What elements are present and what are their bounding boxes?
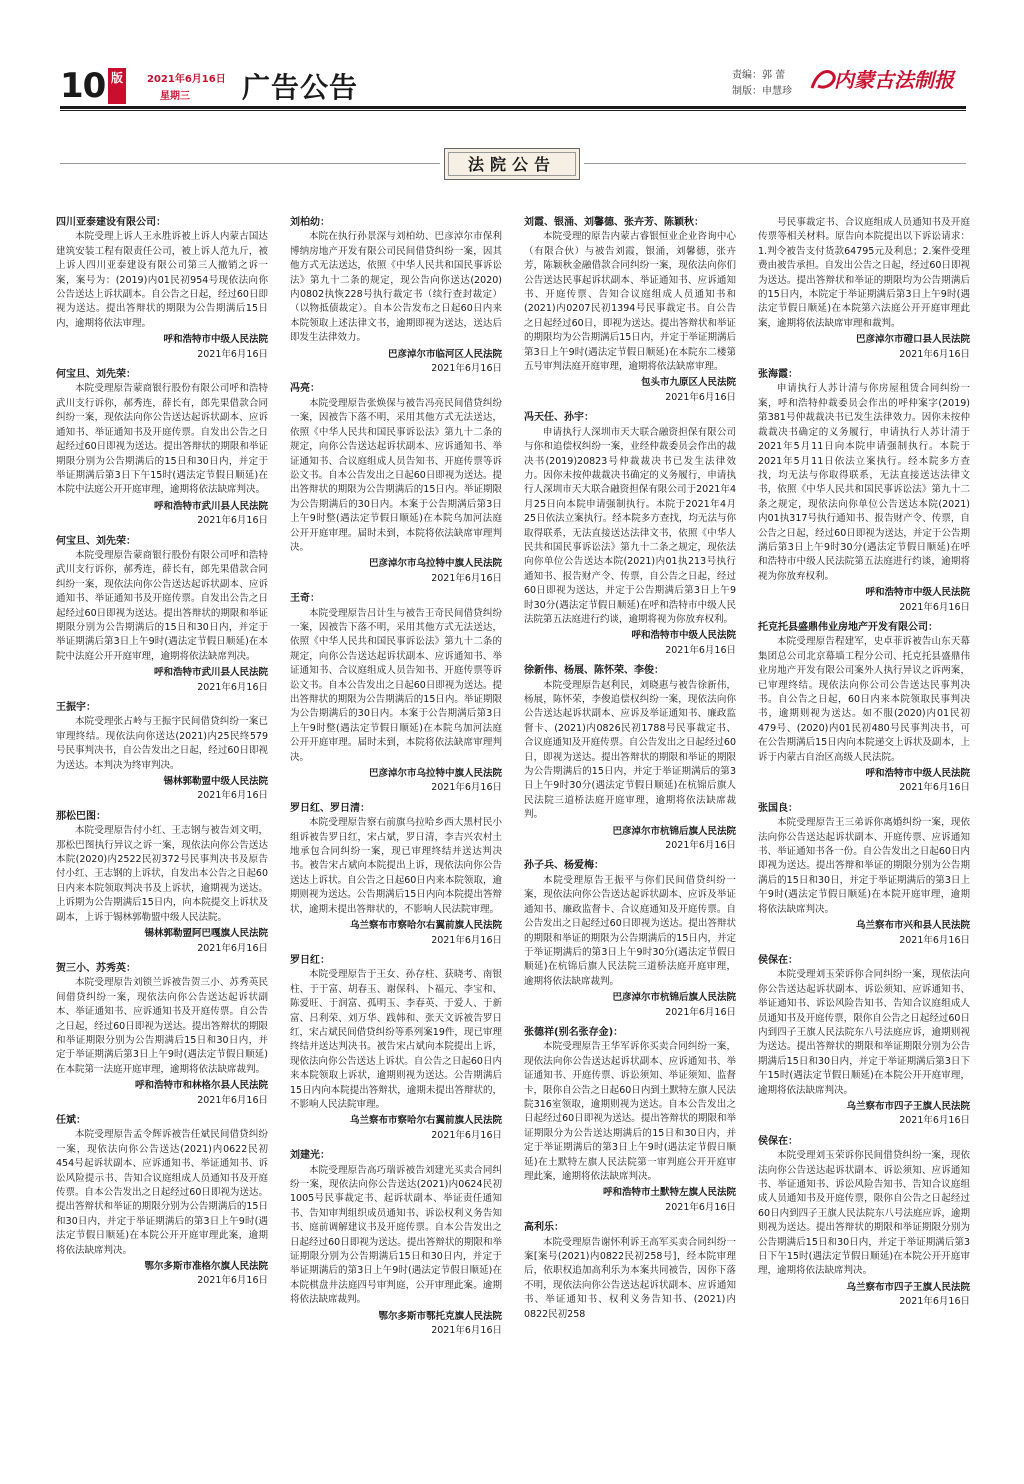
page-header <box>0 0 1024 120</box>
notice-body: 本院受理原告张焕保与被告冯亮民间借贷纠纷一案，因被告下落不明，采用其他方式无法送达，依照《中华人民共和国民事诉讼法》第九十二条的规定，向你公告送达起诉状副本、应诉通知书、举证通知书、合议庭组成人员告知书、开庭传票等诉讼文书。自本公告发出之日起60日即视为送达。提出答辩状的期限为公告期满后的15日内。举证期限为公告期满后的30日内。本案于公告期满后第3日上午9时整(遇法定节假日顺延)在本院乌加河法庭公开开庭审理。届时未到，本院将依法缺席审理判决。 <box>290 397 502 553</box>
notice-court: 呼和浩特市武川县人民法院 <box>153 500 268 512</box>
notice-body: 本院受理原告于王女、孙存柱、获晓考、南银柱、于于富、胡春玉、谢保科、卜福元、李宝和、陈爱旺、于润富、孤明玉、李春英、于爱人、于新富、吕利荣、刘万华、践韩和、张天文诉被告罗日红，宋占斌民间借贷纠纷等系列案19件，现已审理终结并送达判决书。被告宋占斌向本院提出上诉，现依法向你公告送达上诉状。自公告之日起60日内来本院领取上诉状，逾期则视为送达。公告期满后15日内向本院提出答辩状，逾期未提出答辩状的，不影响人民法院审理。 <box>290 969 502 1110</box>
notice-court: 呼和浩特市和林格尔县人民法院 <box>134 1080 268 1092</box>
notice-party: 王振宇： <box>56 702 96 713</box>
notice-date: 2021年6月16日 <box>665 644 736 656</box>
section-banner <box>444 148 580 180</box>
court-notice <box>758 368 970 615</box>
notice-court: 乌兰察布市察哈尔右翼前旗人民法院 <box>349 1115 502 1127</box>
notice-court: 呼和浩特市武川县人民法院 <box>153 667 268 679</box>
notice-body: 本院受理原告王振平与你们民间借贷纠纷一案，现依法向你公告送达起诉状副本、应诉及举证通知书、廉政监督卡、合议庭通知及开庭传票。自公告发出之日起经过60日即视为送达。提出答辩状的期限和举证的期限为公告期满后的15日内，并定于举证期满后的第3日上午9时30分(遇法定节假日顺延)在杭锦后旗人民法院三道桥法庭开庭审理，逾期将依法缺席裁判。 <box>524 874 736 987</box>
notice-body: 本院受理刘玉荣诉你民间借贷纠纷一案，现依法向你公告送达起诉状副本、诉讼须知、应诉通知书、举证通知书、诉讼风险告知书、告知合议庭组成人员通知书及开庭传票，限你自公告之日起经过60日内到四子王旗人民法院东八号法庭应诉，逾期则视为送达。提出答辩状的期限和举证期限分别为公告期满后15日和30日内，并定于举证期满后第3日下午15时(遇法定节假日顺延)在本院公开开庭审理，逾期将依法缺席判决。 <box>758 1150 970 1277</box>
banner-title: 法院公告 <box>448 152 576 176</box>
notice-date: 2021年6月16日 <box>665 1006 736 1018</box>
column-1 <box>56 216 268 1295</box>
notice-party: 刘建光： <box>290 1150 330 1162</box>
notice-body: 号民事裁定书、合议庭组成人员通知书及开庭传票等相关材料。原告向本院提出以下诉讼请求：1.判令被告支付货款64795元及利息；2.案件受理费由被告承担。自发出公告之日起，经过60日即视为送达。提出答辩状和举证的期限均为公告期满后的15日内，本院定于举证期满后第3日上午9时(遇法定节假日顺延)在本院第六法庭公开开庭审理此案，逾期将依法缺席审理和裁判。 <box>758 217 970 329</box>
notice-court: 乌兰察布市察哈尔右翼前旗人民法院 <box>349 920 502 932</box>
court-notice <box>290 1149 502 1338</box>
notice-court: 乌兰察布市四子王旗人民法院 <box>846 1100 970 1112</box>
notice-court: 巴彦淖尔市临河区人民法院 <box>387 348 502 360</box>
notice-date: 2021年6月16日 <box>665 840 736 852</box>
notice-date: 2021年6月16日 <box>899 348 970 360</box>
notice-court: 乌兰察布市兴和县人民法院 <box>855 920 970 932</box>
court-notice <box>56 810 268 956</box>
notice-party: 孙子兵、杨爱梅： <box>524 860 604 872</box>
notice-body: 本院受理的原告内蒙古睿银恒业企业咨询中心（有限合伙）与被告刘霞，银涌，刘馨德，张卉芳，陈颖秋金融借款合同纠纷一案，现依法向你们公告送达民事起诉状副本、举证通知书、应诉通知书、开庭传票、告知合议庭组成人员通知书和(2021)内0207民初1394号民事裁定书。自公告之日起经过60日，即视为送达。提出答辩状和举证的期限均为公告期满后15日内，并定于举证期满后第3日上午9时(遇法定节假日顺延)在本院东二楼第五号审判法庭开庭审理，逾期将依法缺席审理。 <box>524 231 736 373</box>
notice-court: 呼和浩特市中级人民法院 <box>865 768 970 780</box>
notice-body: 本院受理原告王三弟诉你离婚纠纷一案，现依法向你公告送达起诉状副本、开庭传票、应诉通知书、举证通知书各一份。自公告发出之日起60日内即视为送达。提出答辩和举证的期限分别为公告期满后的15日和30日，并定于举证期满后的第3日上午9时(遇法定节假日顺延)在本院开庭审理，逾期将依法缺席判决。 <box>758 817 970 915</box>
notice-body: 本院受理原告蒙商银行股份有限公司呼和浩特武川支行诉你，郝秀连，薛长有，郎先果借款合同纠纷一案，现依法向你公告送达起诉状副本、应诉通知书、举证通知书及开庭传票。自发出公告之日起经过60日即视为送达。提出答辩状的期限和举证期限分别为公告期满后的15日和30日内，并定于举证期满后第3日上午9时(遇法定节假日顺延)在本院中法庭公开开庭审理，逾期将依法缺席判决。 <box>56 549 268 662</box>
header-rule <box>60 106 966 109</box>
notice-party: 任斌： <box>56 1114 86 1126</box>
notice-body: 本院受理原告蒙商银行股份有限公司呼和浩特武川支行诉你，郝秀连，薛长有，郎先果借款合同纠纷一案，现依法向你公告送达起诉状副本、应诉通知书、举证通知书及开庭传票。自发出公告之日起经过60日即视为送达。提出答辩状的期限和举证期限分别为公告期满后的15日和30日内，并定于举证期满后第3日下午15时(遇法定节假日顺延)在本院中法庭公开开庭审理，逾期将依法缺席判决。 <box>56 383 268 496</box>
notice-date: 2021年6月16日 <box>431 782 502 794</box>
notice-court: 鄂尔多斯市鄂托克旗人民法院 <box>378 1310 502 1322</box>
producer-credit: 制版：申慧珍 <box>732 86 792 97</box>
notice-court: 鄂尔多斯市准格尔旗人民法院 <box>144 1261 268 1273</box>
court-notice <box>758 802 970 948</box>
notice-party: 刘柏幼： <box>290 217 330 228</box>
page-number: 10 <box>60 66 106 106</box>
notice-party: 冯天任、孙宇： <box>524 412 594 424</box>
court-notice <box>524 411 736 658</box>
court-notice <box>524 664 736 853</box>
notice-party: 王奇： <box>290 593 320 605</box>
notice-body: 本院在执行孙景深与刘柏幼、巴彦淖尔市保利博纳房地产开发有限公司民间借贷纠纷一案，因其他方式无法送达，依照《中华人民共和国民事诉讼法》第九十二条的规定，现公告向你送达(2020)内0802执恢228号执行裁定书（续行查封裁定）（以物抵债裁定）。自本公告发布之日起60日内来本院领取上述法律文书，逾期即视为送达，送达后即发生法律效力。 <box>290 231 502 344</box>
notice-body: 本院受理原告高巧瑞诉被告刘建光买卖合同纠纷一案，现依法向你公告送达(2021)内0624民初1005号民事裁定书、起诉状副本、举证责任通知书、告知审判组织成员通知书、诉讼权利义务告知书、庭前调解建议书及开庭传票。自本公告发出之日起经过60日即视为送达。提出答辩状的期限和举证期限分别为公告期满后15日和30日内，并定于举证期满后的第3日上午9时(遇法定节假日顺延)在本院棋盘井法庭四号审判庭，公开审理此案。逾期将依法缺席裁判。 <box>290 1164 502 1306</box>
notice-date: 2021年6月16日 <box>431 934 502 946</box>
court-notice <box>56 962 268 1108</box>
notice-court: 包头市九原区人民法院 <box>640 377 736 389</box>
court-notice <box>56 701 268 804</box>
notice-date: 2021年6月16日 <box>197 942 268 954</box>
notice-body: 本院受理原告王华军诉你买卖合同纠纷一案，现依法向你公告送达起诉状副本、应诉通知书、举证通知书、开庭传票、诉讼须知、举证须知、监督卡，限你自公告之日起60日内到土默特左旗人民法院316室领取，逾期则视为送达。自本公告发出之日起经过60日即视为送达。提出答辩状的期限和举证期限分为公告送达期满后的15日和30日内，并定于举证期满后的第3日上午9时(遇法定节假日顺延)在土默特左旗人民法院第一审判庭公开开庭审理此案，逾期将依法缺席判决。 <box>524 1041 736 1182</box>
notice-date: 2021年6月16日 <box>431 363 502 375</box>
page-tag: 版 <box>108 68 126 104</box>
court-notice <box>290 802 502 948</box>
court-notice <box>524 1026 736 1215</box>
notice-date: 2021年6月16日 <box>197 1094 268 1106</box>
notice-party: 何宝旦、刘先荣： <box>56 535 136 547</box>
notice-body: 申请执行人深圳市天大联合融资担保有限公司与你和追偿权纠纷一案，业经仲裁委员会作出的裁决书(2019)20823号仲裁裁决书已发生法律效力。因你未按仲裁裁决书确定的义务履行，申请执行人深圳市天大联合融资担保有限公司于2021年4月25日向本院申请强制执行。本院于2021年4月25日依法立案执行。经本院多方查找，均无法与你取得联系，无法直接送达法律文书，依照《中华人民共和国民事诉讼法》第九十二条之规定，现依法向你单位公告送达本院(2021)内01执213号执行通知书、报告财产令、传票，自公告之日起，经过60日即视为送达，并定于公告期满后第3日上午9时30分(遇法定节假日顺延)在呼和浩特市中级人民法院第五法庭进行约谈，逾期将视为你放弃权利。 <box>524 426 736 625</box>
notice-party: 那松巴图： <box>56 810 106 822</box>
court-notice <box>290 216 502 376</box>
notice-body: 本院受理张占岭与王振宇民间借贷纠纷一案已审理终结。现依法向你送达(2021)内25民终579号民事判决书，自公告发出之日起，经过60日即视为送达。本判决为终审判决。 <box>56 716 268 771</box>
court-notice <box>56 368 268 528</box>
notice-body: 本院受理原告付小红、王志钢与被告刘文明，那松巴图执行异议之诉一案，现依法向你公告送达本院(2020)内2522民初372号民事判决书及原告付小红、王志钢的上诉状，自发出本公告之日起60日内来本院领取判决书及上诉状，逾期视为送达。上诉期为公告期满后15日内，向本院提交上诉状及副本，上诉于锡林郭勒盟中级人民法院。 <box>56 825 268 923</box>
banner-line-right <box>584 163 966 164</box>
newspaper-name: 内蒙古法制报 <box>834 68 954 92</box>
notice-court: 巴彦淖尔市杭锦后旗人民法院 <box>612 992 736 1004</box>
notice-court: 呼和浩特市中级人民法院 <box>631 630 736 642</box>
column-3 <box>524 216 736 1328</box>
notice-date: 2021年6月16日 <box>665 391 736 403</box>
notice-date: 2021年6月16日 <box>431 572 502 584</box>
editor-credit: 责编：郭 蕾 <box>732 70 786 81</box>
notice-court: 巴彦淖尔市杭锦后旗人民法院 <box>612 825 736 837</box>
notice-date: 2021年6月16日 <box>197 790 268 802</box>
notice-body: 本院受理原告赵利民，刘晓惠与被告徐新伟，杨展，陈怀荣，李俊追偿权纠纷一案，现依法向你公告送达起诉状副本、应诉及举证通知书、廉政监督卡、(2021)内0826民初1788号民事裁定书、合议庭通知及开庭传票。自公告发出之日起经过60日，即视为送达。提出答辩状的期限和举证的期限为公告期满后的15日内，并定于举证期满后的第3日上午9时30分(遇法定节假日顺延)在杭锦后旗人民法院三道桥法庭开庭审理，逾期将依法缺席裁判。 <box>524 679 736 821</box>
notice-party: 何宝旦、刘先荣： <box>56 369 136 381</box>
notice-body: 本院受理原告察右前旗乌拉哈乡西大黑村民小组诉被告罗日红，宋占斌，罗日清，李吉兴农村土地承包合同纠纷一案，现已审理终结并送达判决书。被告宋占斌向本院提出上诉，现依法向你公告送达上诉状。自公告之日起60日内来本院领取，逾期则视为送达。公告期满后15日内向本院提出答辩状，逾期未提出答辩状的，不影响人民法院审理。 <box>290 817 502 915</box>
column-2 <box>290 216 502 1344</box>
notice-court: 巴彦淖尔市乌拉特中旗人民法院 <box>368 768 502 780</box>
notice-date: 2021年6月16日 <box>899 1296 970 1308</box>
notice-party: 张国良： <box>758 802 798 814</box>
column-4 <box>758 216 970 1316</box>
notice-party: 侯保在： <box>758 954 798 966</box>
court-notice <box>758 216 970 362</box>
notice-body: 本院受理上诉人王永胜诉被上诉人内蒙古国达建筑安装工程有限责任公司，被上诉人范九斤，被上诉人四川亚泰建设有限公司第三人撤销之诉一案，案号为：(2019)内01民初954号现依法向你公告送达上诉状副本。自公告之日起，经过60日即视为送达。提出答辩状的期限为公告期满后15日内，逾期将依法审理。 <box>56 231 268 329</box>
notice-date: 2021年6月16日 <box>197 1275 268 1287</box>
notice-court: 呼和浩特市中级人民法院 <box>163 334 268 346</box>
notice-party: 四川亚泰建设有限公司： <box>56 217 166 228</box>
court-notice <box>524 859 736 1019</box>
notice-date: 2021年6月16日 <box>197 681 268 693</box>
notice-body: 申请执行人苏计清与你房屋租赁合同纠纷一案，呼和浩特仲裁委员会作出的呼仲案字(2019)第381号仲裁裁决书已发生法律效力。因你未按仲裁裁决书确定的义务履行，申请执行人苏计清于2021年5月11日向本院申请强制执行。本院于2021年5月11日依法立案执行。经本院多方查找，均无法与你取得联系，无法直接送达法律文书，依照《中华人民共和国民事诉讼法》第九十二条之规定，现依法向你单位公告送达本院(2021)内01执317号执行通知书、报告财产令、传票，自公告之日起，经过60日即视为送达，并定于公告期满后第3日上午9时30分(遇法定节假日顺延)在呼和浩特市中级人民法院第五法庭进行约谈，逾期将视为你放弃权利。 <box>758 383 970 582</box>
notice-party: 罗日红： <box>290 954 330 966</box>
notice-party: 贺三小、苏秀英： <box>56 962 136 974</box>
header-rule-thin <box>60 110 966 111</box>
court-notice <box>56 1114 268 1289</box>
notice-date: 2021年6月16日 <box>431 1129 502 1141</box>
notice-party: 徐新伟、杨展、陈怀荣、李俊： <box>524 665 664 677</box>
notice-party: 冯亮： <box>290 383 320 395</box>
court-notice <box>290 382 502 586</box>
notice-party: 高利乐： <box>524 1222 564 1234</box>
notice-party: 张海霞： <box>758 369 798 381</box>
notice-body: 本院受理刘玉荣诉你合同纠纷一案，现依法向你公告送达起诉状副本、诉讼须知、应诉通知书、举证通知书、诉讼风险告知书、告知合议庭组成人员通知书及开庭传票，限你自公告之日起经过60日内到四子王旗人民法院东八号法庭应诉，逾期则视为送达。提出答辩状的期限和举证期限分别为公告期满后15日和30日内，并定于举证期满后第3日下午15时(遇法定节假日顺延)在本院公开开庭审理，逾期将依法缺席判决。 <box>758 969 970 1096</box>
court-notice <box>290 592 502 796</box>
notice-date: 2021年6月16日 <box>665 1201 736 1213</box>
issue-weekday: 星期三 <box>160 91 190 102</box>
notice-date: 2021年6月16日 <box>197 515 268 527</box>
notice-court: 锡林郭勒盟中级人民法院 <box>163 776 268 788</box>
notice-body: 本院受理原告孟令辉诉被告任斌民间借贷纠纷一案，现依法向你公告送达(2021)内0622民初454号起诉状副本、应诉通知书、举证通知书、诉讼风险提示书、告知合议庭组成人员通知书及开庭传票。自本公告发出之日起经过60日即视为送达。提出答辩状和举证的期限分别为公告期满后的15日和30日内，并定于举证期满后的第3日上午9时(遇法定节假日顺延)在本院公开开庭审理此案，逾期将依法缺席判决。 <box>56 1129 268 1256</box>
court-notice <box>290 954 502 1143</box>
notice-date: 2021年6月16日 <box>431 1325 502 1337</box>
notice-court: 呼和浩特市中级人民法院 <box>865 587 970 599</box>
notice-party: 张德祥(别名张存金)： <box>524 1026 624 1038</box>
notice-date: 2021年6月16日 <box>899 601 970 613</box>
notice-date: 2021年6月16日 <box>197 348 268 360</box>
section-title: 广告公告 <box>242 71 359 104</box>
notice-date: 2021年6月16日 <box>899 1115 970 1127</box>
notice-party: 侯保在： <box>758 1135 798 1147</box>
notice-date: 2021年6月16日 <box>899 782 970 794</box>
court-notice <box>758 621 970 796</box>
notice-party: 托克托县盛鼎伟业房地产开发有限公司： <box>758 621 938 633</box>
court-notice <box>56 216 268 362</box>
court-notice <box>56 535 268 695</box>
notice-court: 锡林郭勒盟阿巴嘎旗人民法院 <box>144 928 268 940</box>
notice-body: 本院受理原告吕计生与被告王奇民间借贷纠纷一案，因被告下落不明，采用其他方式无法送达，依照《中华人民共和国民事诉讼法》第九十二条的规定，向你公告送达起诉状副本、应诉通知书、举证通知书、合议庭组成人员告知书、开庭传票等诉讼文书。自本公告发出之日起60日即视为送达。提出答辩状的期限为公告期满后的15日内。举证期限为公告期满后的30日内。本案于公告期满后第3日上午9时整(遇法定节假日顺延)在本院乌加河法庭公开开庭审理。届时未到，本院将依法缺席审理判决。 <box>290 607 502 763</box>
notice-court: 巴彦淖尔市磴口县人民法院 <box>855 334 970 346</box>
court-notice <box>524 216 736 405</box>
notice-body: 本院受理原告程建军，史卓菲诉被告山东天幕集团总公司北京幕墙工程分公司、托克托县盛鼎伟业房地产开发有限公司案外人执行异议之诉两案，已审理终结。现依法向你公司公告送达民事判决书。自公告之日起，60日内来本院领取民事判决书，逾期则视为送达。如不服(2020)内01民初479号、(2020)内01民初480号民事判决书，可在公告期满后15日内向本院递交上诉状及副本，上诉于内蒙古自治区高级人民法院。 <box>758 636 970 763</box>
notice-court: 乌兰察布市四子王旗人民法院 <box>846 1281 970 1293</box>
court-notice <box>758 1135 970 1310</box>
court-notice <box>758 954 970 1129</box>
notice-party: 罗日红、罗日清： <box>290 802 370 814</box>
notice-date: 2021年6月16日 <box>899 934 970 946</box>
notice-body: 本院受理原告谢怀利诉王高军买卖合同纠纷一案[案号(2021)内0822民初258号]，经本院审理后，依职权追加高利乐为本案共同被告，因你下落不明，现依法向你公告送达起诉状副本、应诉通知书、举证通知书、权利义务告知书、(2021)内0822民初258 <box>524 1236 736 1320</box>
issue-date: 2021年6月16日 <box>147 74 226 85</box>
notice-party: 刘霞、银涌、刘馨德、张卉芳、陈颖秋： <box>524 217 704 228</box>
court-notice <box>524 1221 736 1322</box>
notice-court: 呼和浩特市土默特左旗人民法院 <box>602 1187 736 1199</box>
banner-line-left <box>60 163 440 164</box>
notice-court: 巴彦淖尔市乌拉特中旗人民法院 <box>368 558 502 570</box>
notice-body: 本院受理原告刘锁兰诉被告贺三小、苏秀英民间借贷纠纷一案，现依法向你公告送达起诉状副本、举证通知书、应诉通知书及开庭传票。自公告之日起，经过60日即视为送达。提出答辩状的期限和举证期限分别为公告期满后15日和30日内，并定于举证期满后第3日上午9时(遇法定节假日顺延)在本院第一法庭开庭审理，逾期将依法缺席裁判。 <box>56 977 268 1075</box>
